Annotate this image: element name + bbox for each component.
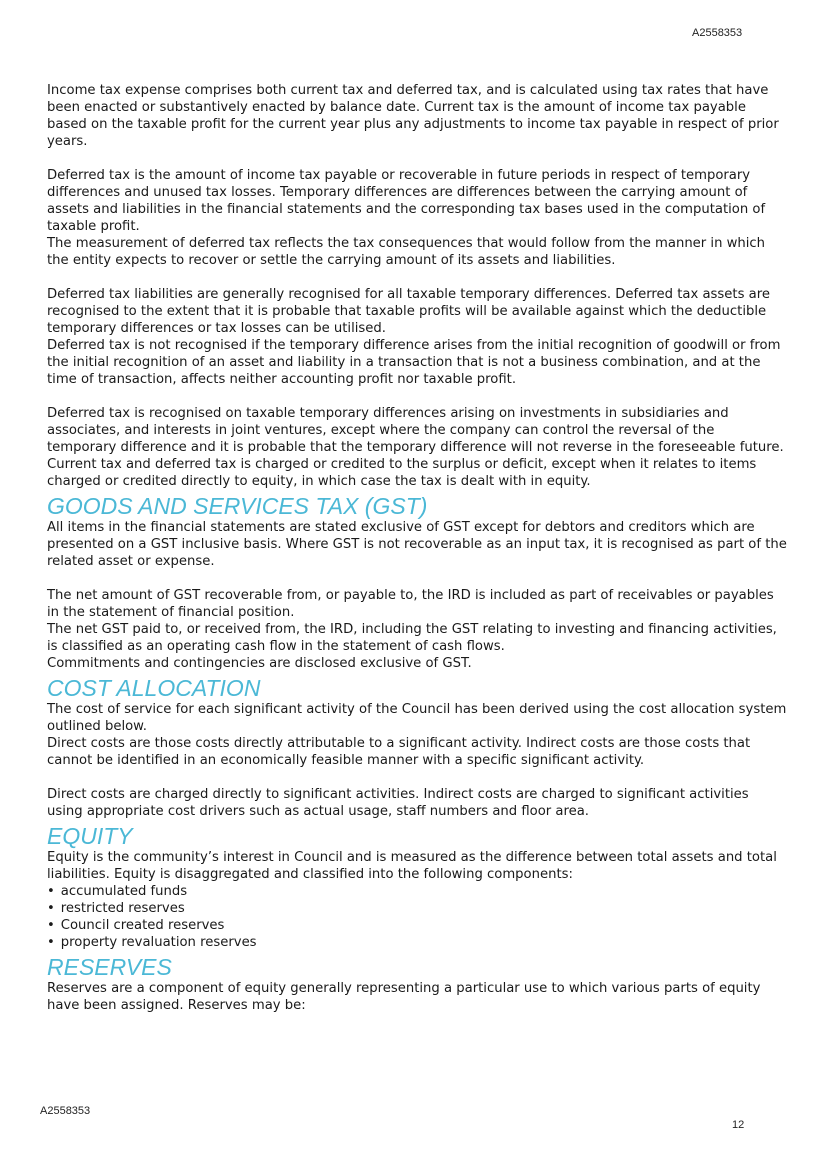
gst-heading: GOODS AND SERVICES TAX (GST)	[47, 493, 428, 519]
income-tax-paragraph-5: Deferred tax is not recognised if the temporary difference arises from the initial recognition of goodwill or from the initial recognition of an asset and liability in a transaction that is not a business combination, and at the time of transaction, affects neither accounting profit nor taxable profit.	[47, 338, 781, 387]
income-tax-section	[47, 82, 787, 490]
gst-paragraph-3: The net GST paid to, or received from, the IRD, including the GST relating to investing and financing activities, is classified as an operating cash flow in the statement of cash flows.	[47, 622, 777, 654]
list-item: • Council created reserves	[47, 917, 787, 934]
income-tax-paragraph-7: Current tax and deferred tax is charged or credited to the surplus or deficit, except when it relates to items charged or credited directly to equity, in which case the tax is dealt with in equity.	[47, 457, 757, 489]
income-tax-paragraph-6: Deferred tax is recognised on taxable temporary differences arising on investments in subsidiaries and associates, and interests in joint ventures, except where the company can control the reversal of the temporary difference and it is probable that the temporary difference will not reverse in the foreseeable future.	[47, 406, 784, 455]
list-item: • accumulated funds	[47, 883, 787, 900]
reserves-heading: RESERVES	[47, 954, 172, 980]
cost-allocation-paragraph-3: Direct costs are charged directly to significant activities. Indirect costs are charged to significant activities using appropriate cost drivers such as actual usage, staff numbers and floor area.	[47, 787, 749, 819]
cost-allocation-paragraph-1: The cost of service for each significant activity of the Council has been derived using the cost allocation system outlined below.	[47, 702, 787, 734]
income-tax-paragraph-2: Deferred tax is the amount of income tax payable or recoverable in future periods in respect of temporary differences and unused tax losses. Temporary differences are differences between the carrying amount of assets and liabilities in the financial statements and the corresponding tax bases used in the computation of taxable profit.	[47, 168, 766, 234]
gst-paragraph-2: The net amount of GST recoverable from, or payable to, the IRD is included as part of receivables or payables in the statement of financial position.	[47, 588, 774, 620]
equity-heading: EQUITY	[47, 823, 133, 849]
gst-paragraph-4: Commitments and contingencies are disclosed exclusive of GST.	[47, 656, 472, 671]
list-item: • property revaluation reserves	[47, 934, 787, 951]
income-tax-paragraph-4: Deferred tax liabilities are generally recognised for all taxable temporary differences. Deferred tax assets are recognised to the extent that it is probable that taxable profits will be available against which the deductible temporary differences or tax losses can be utilised.	[47, 287, 770, 336]
reserves-paragraph-1: Reserves are a component of equity generally representing a particular use to which various parts of equity have been assigned. Reserves may be:	[47, 981, 761, 1013]
page-content	[47, 82, 787, 1014]
header-doc-id: A2558353	[692, 27, 743, 39]
gst-section	[47, 494, 787, 672]
footer-doc-id: A2558353	[40, 1105, 91, 1117]
equity-section	[47, 824, 787, 951]
reserves-section	[47, 955, 787, 1014]
income-tax-paragraph-1: Income tax expense comprises both current tax and deferred tax, and is calculated using tax rates that have been enacted or substantively enacted by balance date. Current tax is the amount of income tax payable based on the taxable profit for the current year plus any adjustments to income tax payable in respect of prior years.	[47, 83, 779, 149]
equity-paragraph-1: Equity is the community’s interest in Council and is measured as the difference between total assets and total liabilities. Equity is disaggregated and classified into the following components:	[47, 850, 777, 882]
cost-allocation-heading: COST ALLOCATION	[47, 675, 261, 701]
gst-paragraph-1: All items in the financial statements are stated exclusive of GST except for debtors and creditors which are presented on a GST inclusive basis. Where GST is not recoverable as an input tax, it is recognised as part of the related asset or expense.	[47, 520, 787, 569]
page-number: 12	[732, 1119, 745, 1131]
equity-components-list	[47, 883, 787, 951]
cost-allocation-section	[47, 676, 787, 820]
cost-allocation-paragraph-2: Direct costs are those costs directly attributable to a significant activity. Indirect costs are those costs that cannot be identified in an economically feasible manner with a specific significant activity.	[47, 736, 751, 768]
income-tax-paragraph-3: The measurement of deferred tax reflects the tax consequences that would follow from the manner in which the entity expects to recover or settle the carrying amount of its assets and liabilities.	[47, 236, 766, 268]
list-item: • restricted reserves	[47, 900, 787, 917]
